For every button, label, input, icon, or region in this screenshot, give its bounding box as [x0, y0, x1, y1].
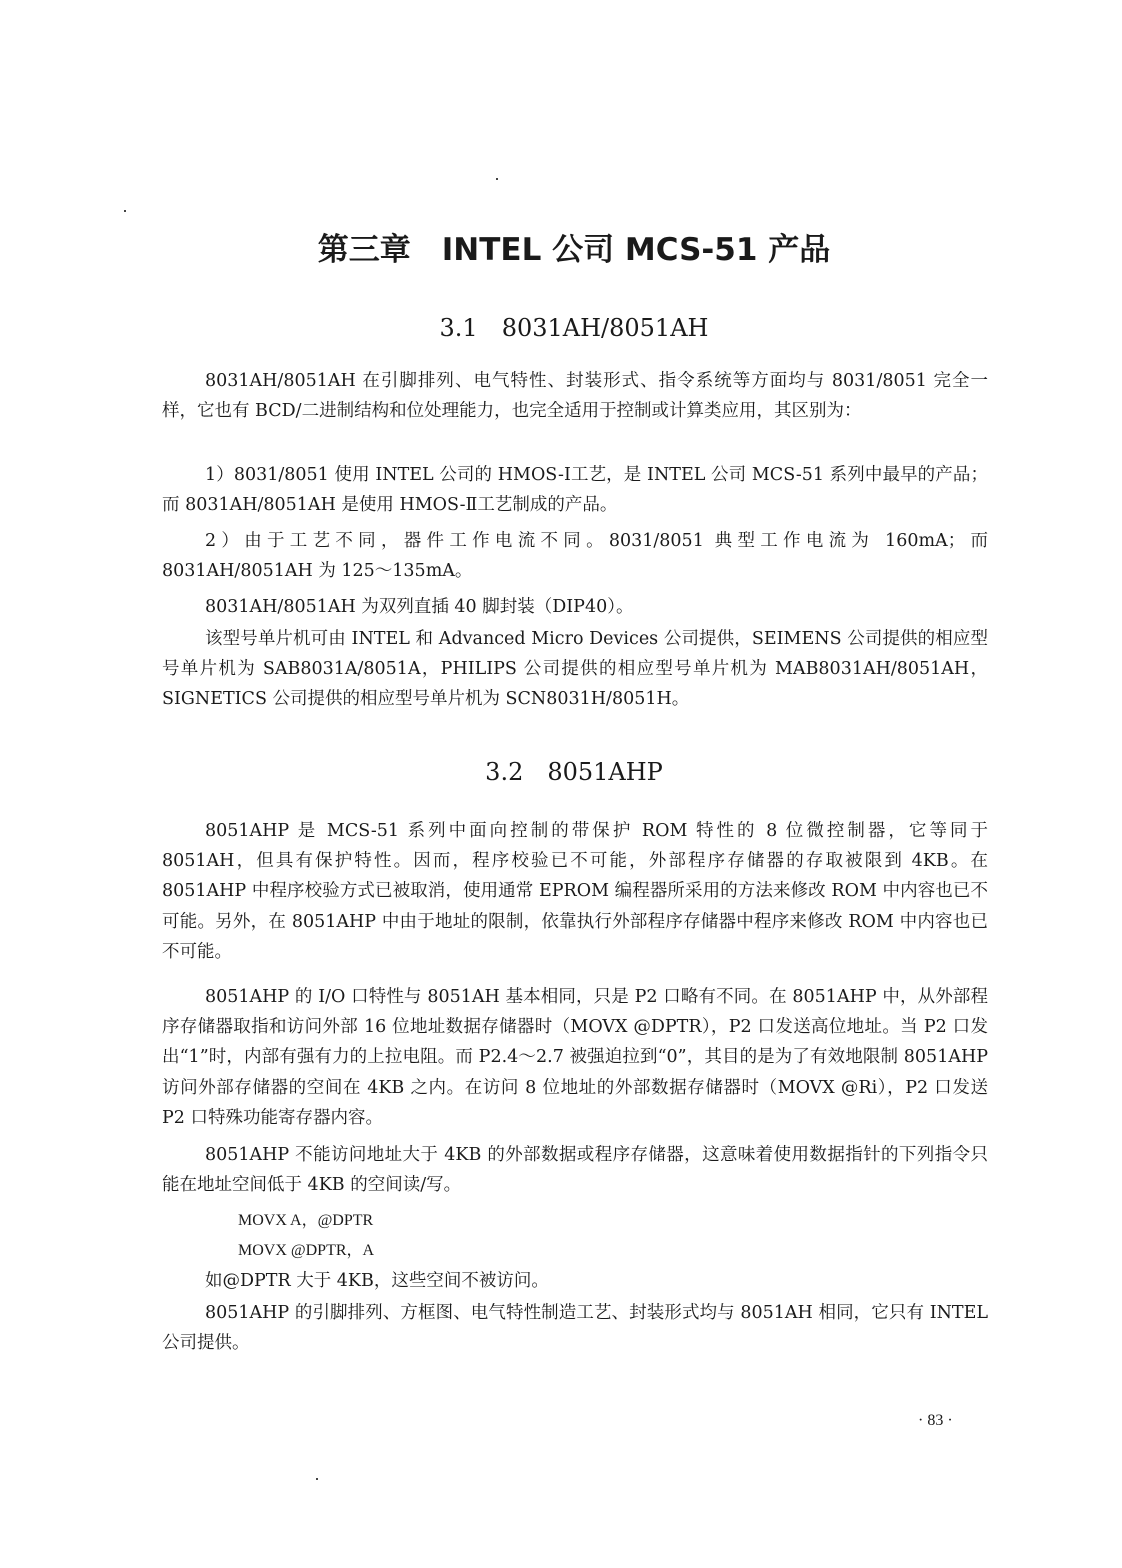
- paragraph: 8051AHP 的引脚排列、方框图、电气特性制造工艺、封装形式均与 8051AH 相同，它只有 INTEL 公司提供。: [162, 1303, 988, 1354]
- paragraph: 8051AHP 是 MCS-51 系列中面向控制的带保护 ROM 特性的 8 位微控制器，它等同于 8051AH，但具有保护特性。因而，程序校验已不可能，外部程序存储器的存取被限到 4KB。在 8051AHP 中程序校验方式已被取消，使用通常 EPROM 编程器所采用的方法来修改 ROM 中内容也已不可能。另外，在 8051AHP 中由于地址的限制，依靠执行外部程序存储器中程序来修改 ROM 中内容也已不可能。: [162, 821, 988, 962]
- paragraph: 8031AH/8051AH 在引脚排列、电气特性、封装形式、指令系统等方面均与 8031/8051 完全一样，它也有 BCD/二进制结构和位处理能力，也完全适用于控制或计算类应用，其区别为：: [162, 371, 988, 422]
- paragraph: 2）由于工艺不同，器件工作电流不同。8031/8051 典型工作电流为 160mA；而 8031AH/8051AH 为 125～135mA。: [162, 531, 988, 582]
- paragraph: 8031AH/8051AH 为双列直插 40 脚封装（DIP40）。: [205, 597, 634, 617]
- section-heading-3-2: 3.2 8051AHP: [485, 758, 663, 786]
- scan-speck: [496, 178, 498, 180]
- code-line: MOVX A，@DPTR: [238, 1212, 374, 1229]
- paragraph: 该型号单片机可由 INTEL 和 Advanced Micro Devices 公司提供，SEIMENS 公司提供的相应型号单片机为 SAB8031A/8051A，PHILIPS 公司提供的相应型号单片机为 MAB8031AH/8051AH，SIGNETICS 公司提供的相应型号单片机为 SCN8031H/8051H。: [162, 629, 988, 710]
- scan-speck: [124, 210, 126, 212]
- paragraph: 如@DPTR 大于 4KB，这些空间不被访问。: [205, 1271, 549, 1291]
- section-heading-3-1: 3.1 8031AH/8051AH: [439, 314, 709, 342]
- paragraph: 1）8031/8051 使用 INTEL 公司的 HMOS-Ⅰ工艺，是 INTEL 公司 MCS-51 系列中最早的产品；而 8031AH/8051AH 是使用 HMOS-Ⅱ工艺制成的产品。: [162, 465, 988, 516]
- code-line: MOVX @DPTR，A: [238, 1242, 375, 1259]
- paragraph: 8051AHP 不能访问地址大于 4KB 的外部数据或程序存储器，这意味着使用数据指针的下列指令只能在地址空间低于 4KB 的空间读/写。: [162, 1145, 988, 1196]
- paragraph: 8051AHP 的 I/O 口特性与 8051AH 基本相同，只是 P2 口略有不同。在 8051AHP 中，从外部程序存储器取指和访问外部 16 位地址数据存储器时（MOVX @DPTR），P2 口发送高位地址。当 P2 口发出“1”时，内部有强有力的上拉电阻。而 P2.4～2.7 被强迫拉到“0”，其目的是为了有效地限制 8051AHP 访问外部存储器的空间在 4KB 之内。在访问 8 位地址的外部数据存储器时（MOVX @Ri），P2 口发送 P2 口特殊功能寄存器内容。: [162, 987, 988, 1128]
- chapter-title: 第三章 INTEL 公司 MCS-51 产品: [317, 232, 831, 268]
- scan-speck: [316, 1478, 318, 1480]
- page-number: · 83 ·: [918, 1412, 953, 1429]
